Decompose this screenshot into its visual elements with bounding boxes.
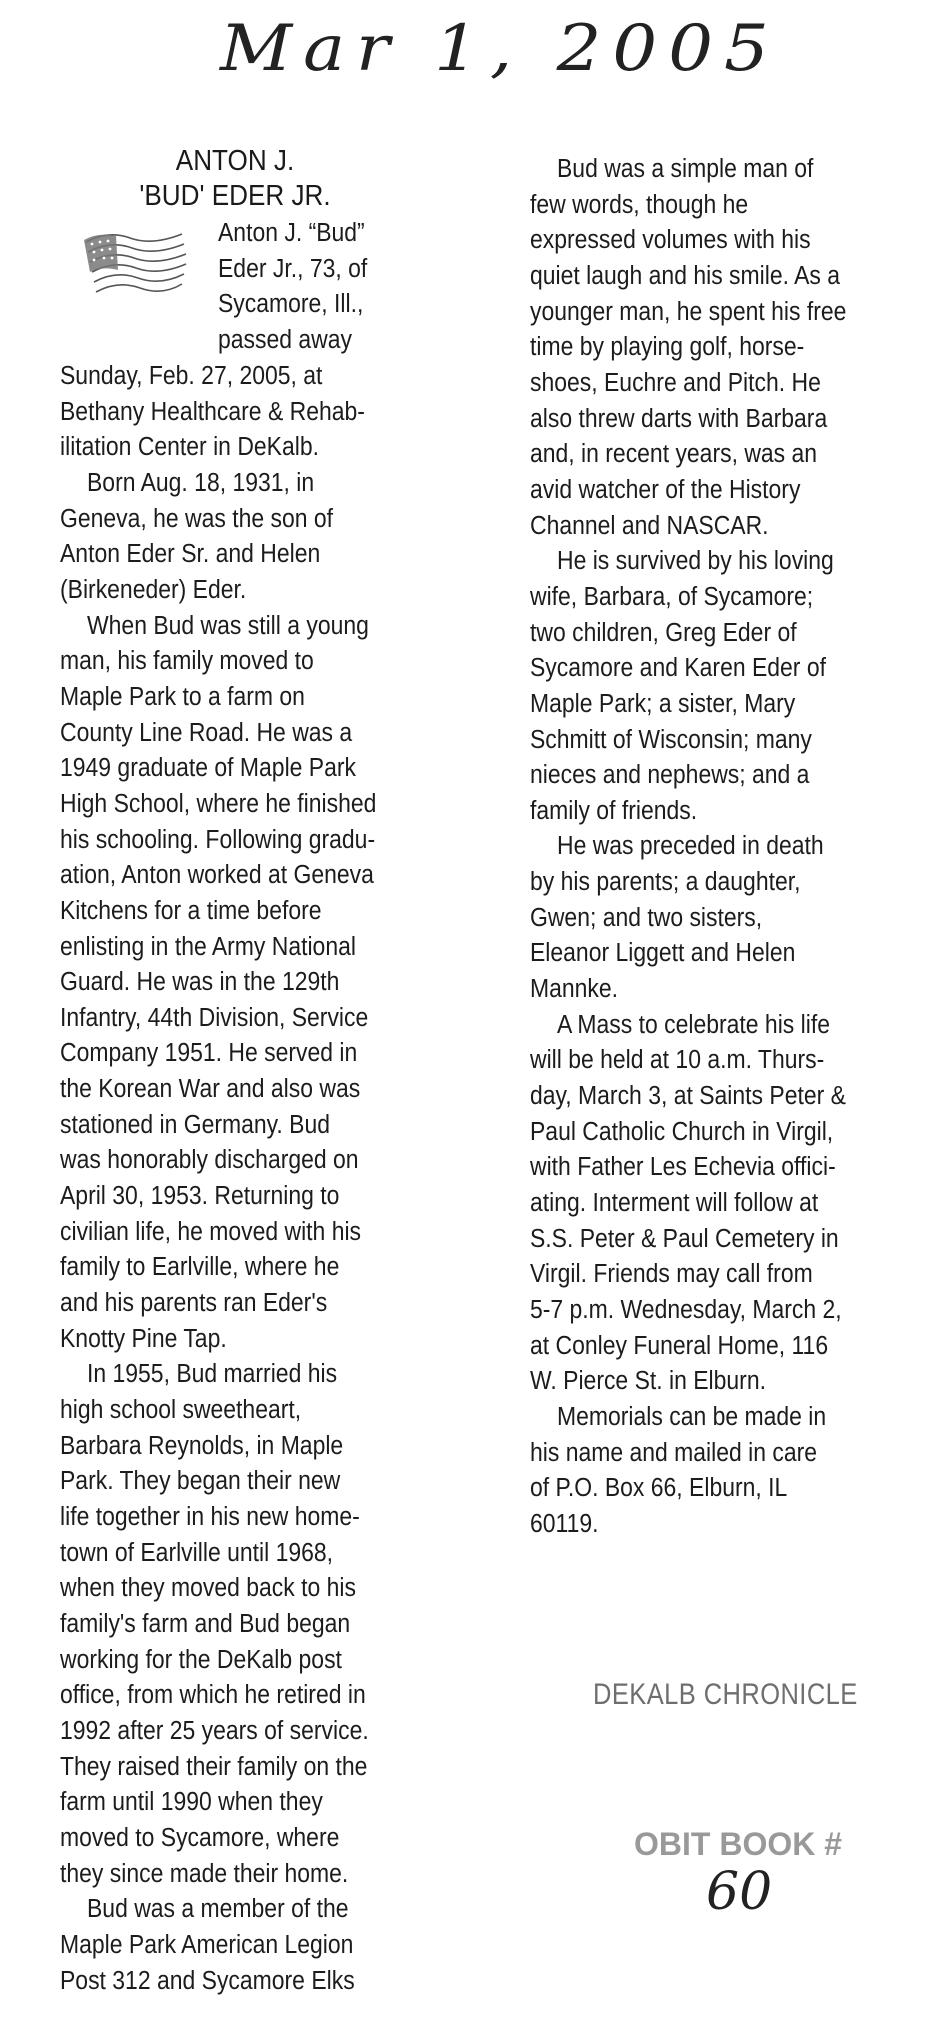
text-line: of P.O. Box 66, Elburn, IL	[530, 1474, 788, 1503]
text-line: day, March 3, at Saints Peter &	[530, 1082, 846, 1111]
text-line: by his parents; a daughter,	[530, 868, 801, 897]
text-line: Eder Jr., 73, of	[218, 254, 368, 283]
text-line: When Bud was still a young	[87, 611, 369, 640]
text-line: time by playing golf, horse-	[530, 333, 805, 362]
text-line: ating. Interment will follow at	[530, 1189, 819, 1218]
text-line: W. Pierce St. in Elburn.	[530, 1367, 766, 1396]
text-line: ilitation Center in DeKalb.	[60, 433, 319, 462]
text-line: Memorials can be made in	[557, 1402, 827, 1431]
text-line: family to Earlville, where he	[60, 1253, 340, 1282]
text-line: avid watcher of the History	[530, 475, 801, 504]
text-line: Channel and NASCAR.	[530, 511, 769, 540]
text-line: Kitchens for a time before	[60, 896, 322, 925]
text-line: with Father Les Echevia offici-	[530, 1153, 836, 1182]
text-line: when they moved back to his	[60, 1574, 356, 1603]
headline-name: ANTON J.	[175, 145, 295, 177]
text-line: man, his family moved to	[60, 647, 314, 676]
text-line: Bud was a simple man of	[557, 155, 814, 183]
text-line: quiet laugh and his smile. As a	[530, 261, 841, 290]
obituary-intro	[218, 216, 384, 359]
text-line: S.S. Peter & Paul Cemetery in	[530, 1224, 839, 1253]
text-line: Guard. He was in the 129th	[60, 968, 340, 997]
text-line: Knotty Pine Tap.	[60, 1324, 227, 1353]
text-line: his name and mailed in care	[530, 1438, 818, 1467]
text-line: farm until 1990 when they	[60, 1788, 323, 1817]
text-line: Paul Catholic Church in Virgil,	[530, 1117, 834, 1146]
text-line: passed away	[218, 325, 352, 354]
obit-book-number: 60	[706, 1862, 773, 1922]
text-line: Barbara Reynolds, in Maple	[60, 1431, 344, 1460]
text-line: Schmitt of Wisconsin; many	[530, 725, 812, 754]
obituary-right-column	[530, 152, 882, 1543]
text-line: Maple Park; a sister, Mary	[530, 689, 796, 718]
text-line: Anton J. “Bud”	[218, 219, 365, 247]
text-line: A Mass to celebrate his life	[557, 1010, 830, 1039]
text-line: they since made their home.	[60, 1859, 349, 1888]
text-line: will be held at 10 a.m. Thurs-	[530, 1046, 825, 1075]
newspaper-stamp: DEKALB CHRONICLE	[593, 1678, 858, 1711]
text-line: shoes, Euchre and Pitch. He	[530, 368, 821, 397]
text-line: Maple Park to a farm on	[60, 682, 305, 711]
text-line: April 30, 1953. Returning to	[60, 1182, 340, 1211]
text-line: County Line Road. He was a	[60, 718, 353, 747]
text-line: Geneva, he was the son of	[60, 504, 334, 533]
obit-book-stamp: OBIT BOOK #	[634, 1826, 843, 1862]
text-line: Company 1951. He served in	[60, 1039, 358, 1068]
handwritten-date: Mar 1, 2005	[220, 12, 780, 86]
text-line: He was preceded in death	[557, 832, 824, 861]
text-line: at Conley Funeral Home, 116	[530, 1331, 829, 1360]
text-line: He is survived by his loving	[557, 547, 834, 576]
text-line: 1949 graduate of Maple Park	[60, 754, 357, 783]
text-line: younger man, he spent his free	[530, 297, 847, 326]
text-line: Born Aug. 18, 1931, in	[87, 468, 315, 497]
text-line: few words, though he	[530, 190, 749, 219]
text-line: the Korean War and also was	[60, 1075, 361, 1104]
text-line: Infantry, 44th Division, Service	[60, 1003, 369, 1032]
text-line: expressed volumes with his	[530, 226, 811, 255]
text-line: Park. They began their new	[60, 1467, 341, 1496]
american-flag-icon	[78, 220, 190, 306]
text-line: family of friends.	[530, 796, 698, 825]
headline-nickname: 'BUD' EDER JR.	[139, 180, 331, 212]
text-line: two children, Greg Eder of	[530, 618, 797, 647]
text-line: family's farm and Bud began	[60, 1609, 351, 1638]
text-line: Sycamore and Karen Eder of	[530, 654, 826, 683]
text-line: Gwen; and two sisters,	[530, 903, 763, 932]
text-line: Bud was a member of the	[87, 1895, 349, 1924]
text-line: was honorably discharged on	[60, 1146, 359, 1175]
obituary-left-column	[60, 359, 412, 1999]
text-line: Virgil. Friends may call from	[530, 1260, 813, 1289]
text-line: also threw darts with Barbara	[530, 404, 828, 433]
text-line: wife, Barbara, of Sycamore;	[530, 582, 814, 611]
text-line: Mannke.	[530, 975, 619, 1004]
text-line: civilian life, he moved with his	[60, 1217, 362, 1246]
text-line: In 1955, Bud married his	[87, 1360, 338, 1389]
text-line: Sunday, Feb. 27, 2005, at	[60, 362, 323, 390]
text-line: stationed in Germany. Bud	[60, 1110, 331, 1139]
text-line: 60119.	[530, 1509, 599, 1538]
text-line: 5-7 p.m. Wednesday, March 2,	[530, 1296, 842, 1324]
text-line: moved to Sycamore, where	[60, 1823, 340, 1852]
text-line: and, in recent years, was an	[530, 440, 818, 469]
text-line: High School, where he finished	[60, 789, 377, 818]
text-line: life together in his new home-	[60, 1503, 360, 1531]
text-line: Bethany Healthcare & Rehab-	[60, 397, 365, 426]
text-line: Eleanor Liggett and Helen	[530, 939, 796, 968]
text-line: office, from which he retired in	[60, 1681, 366, 1710]
text-line: high school sweetheart,	[60, 1396, 302, 1425]
text-line: enlisting in the Army National	[60, 932, 356, 961]
text-line: working for the DeKalb post	[60, 1645, 342, 1674]
text-line: ation, Anton worked at Geneva	[60, 861, 374, 890]
text-line: Post 312 and Sycamore Elks	[60, 1966, 355, 1995]
text-line: 1992 after 25 years of service.	[60, 1716, 369, 1745]
text-line: his schooling. Following gradu-	[60, 825, 376, 854]
text-line: (Birkeneder) Eder.	[60, 575, 247, 604]
text-line: and his parents ran Eder's	[60, 1289, 328, 1318]
text-line: nieces and nephews; and a	[530, 761, 810, 790]
text-line: town of Earlville until 1968,	[60, 1538, 334, 1567]
text-line: Maple Park American Legion	[60, 1930, 354, 1959]
text-line: Sycamore, Ill.,	[218, 290, 364, 319]
text-line: They raised their family on the	[60, 1752, 368, 1781]
text-line: Anton Eder Sr. and Helen	[60, 540, 321, 569]
